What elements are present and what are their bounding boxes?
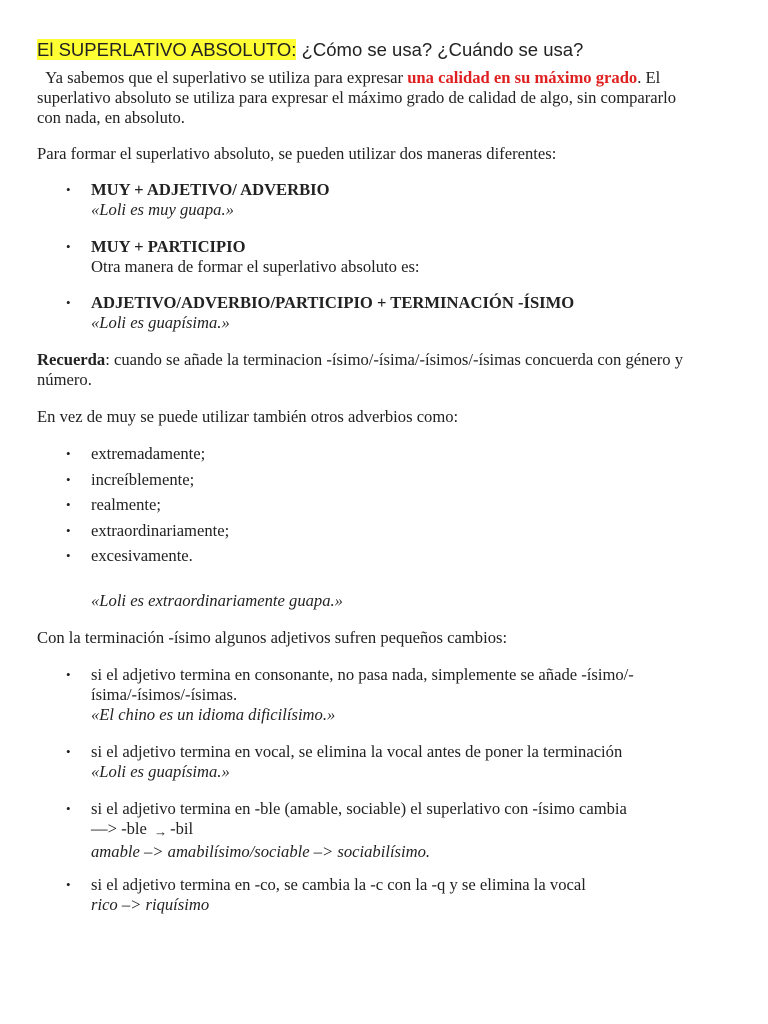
- bullet: •: [66, 239, 71, 254]
- intro-emphasis: una calidad en su máximo grado: [407, 68, 638, 87]
- rule-text: si el adjetivo termina en consonante, no pasa nada, simplemente se añade -ísimo/-ísima/-ísimos/-ísimas.: [91, 665, 634, 704]
- bil-text: -bil: [170, 819, 194, 838]
- example-text: «Loli es guapísima.»: [91, 762, 230, 781]
- page-title: [37, 38, 583, 62]
- list-item: [91, 180, 691, 220]
- bullet: •: [66, 801, 71, 816]
- intro-text-start: Ya sabemos que el superlativo se utiliza para expresar: [37, 68, 408, 87]
- bullet: •: [66, 744, 71, 759]
- intro-paragraph: [37, 68, 687, 128]
- list-item: [91, 237, 691, 277]
- list-item: realmente;: [91, 495, 162, 514]
- example-text: «El chino es un idioma dificilísimo.»: [91, 705, 336, 724]
- example-text: rico –> riquísimo: [91, 895, 210, 914]
- example-text: «Loli es guapísima.»: [91, 313, 230, 332]
- rule-text: ADJETIVO/ADVERBIO/PARTICIPIO + TERMINACIÓN -ÍSIMO: [91, 293, 575, 312]
- title-highlight: El SUPERLATIVO ABSOLUTO:: [37, 39, 297, 60]
- bullet: •: [66, 472, 71, 487]
- rule-text: MUY + PARTICIPIO: [91, 237, 246, 256]
- intro-text-end: . El superlativo absoluto se utiliza para expresar el máximo grado de calidad de algo, sin compararlo con nada, en absoluto.: [37, 68, 677, 127]
- adverbs-example: «Loli es extraordinariamente guapa.»: [91, 591, 343, 610]
- list-item: [91, 293, 691, 333]
- bullet: •: [66, 295, 71, 310]
- note-text: Otra manera de formar el superlativo absoluto es:: [91, 257, 420, 276]
- adverbs-intro: En vez de muy se puede utilizar también otros adverbios como:: [37, 407, 459, 426]
- bullet: •: [66, 523, 71, 538]
- list-item: increíblemente;: [91, 470, 195, 489]
- recuerda-label: Recuerda: [37, 350, 106, 369]
- list-item: [91, 742, 711, 782]
- bullet: •: [66, 497, 71, 512]
- changes-intro: Con la terminación -ísimo algunos adjetivos sufren pequeños cambios:: [37, 628, 508, 647]
- list-item: extremadamente;: [91, 444, 206, 463]
- list-item: [91, 665, 651, 725]
- title-question: ¿Cómo se usa? ¿Cuándo se usa?: [296, 39, 584, 60]
- example-text: «Loli es muy guapa.»: [91, 200, 234, 219]
- rule-text: MUY + ADJETIVO/ ADVERBIO: [91, 180, 330, 199]
- rule-text-line2: [91, 819, 711, 842]
- list-item: [91, 799, 711, 862]
- recuerda-paragraph: [37, 350, 687, 390]
- bullet: •: [66, 877, 71, 892]
- right-arrow-icon: →: [154, 824, 168, 839]
- rule-text: si el adjetivo termina en -ble (amable, sociable) el superlativo con -ísimo cambia: [91, 799, 627, 818]
- bullet: •: [66, 548, 71, 563]
- example-text: amable –> amabilísimo/sociable –> sociabilísimo.: [91, 842, 431, 861]
- ble-text: —> -ble: [91, 819, 147, 838]
- recuerda-text: : cuando se añade la terminacion -ísimo/-ísima/-ísimos/-ísimas concuerda con género y número.: [37, 350, 684, 389]
- bullet: •: [66, 446, 71, 461]
- bullet: •: [66, 667, 71, 682]
- rule-text: si el adjetivo termina en vocal, se elimina la vocal antes de poner la terminación: [91, 742, 623, 761]
- list-item: [91, 875, 711, 915]
- rule-text: si el adjetivo termina en -co, se cambia la -c con la -q y se elimina la vocal: [91, 875, 586, 894]
- list-item: extraordinariamente;: [91, 521, 230, 540]
- bullet: •: [66, 182, 71, 197]
- list-item: excesivamente.: [91, 546, 193, 565]
- formation-intro: Para formar el superlativo absoluto, se pueden utilizar dos maneras diferentes:: [37, 144, 557, 163]
